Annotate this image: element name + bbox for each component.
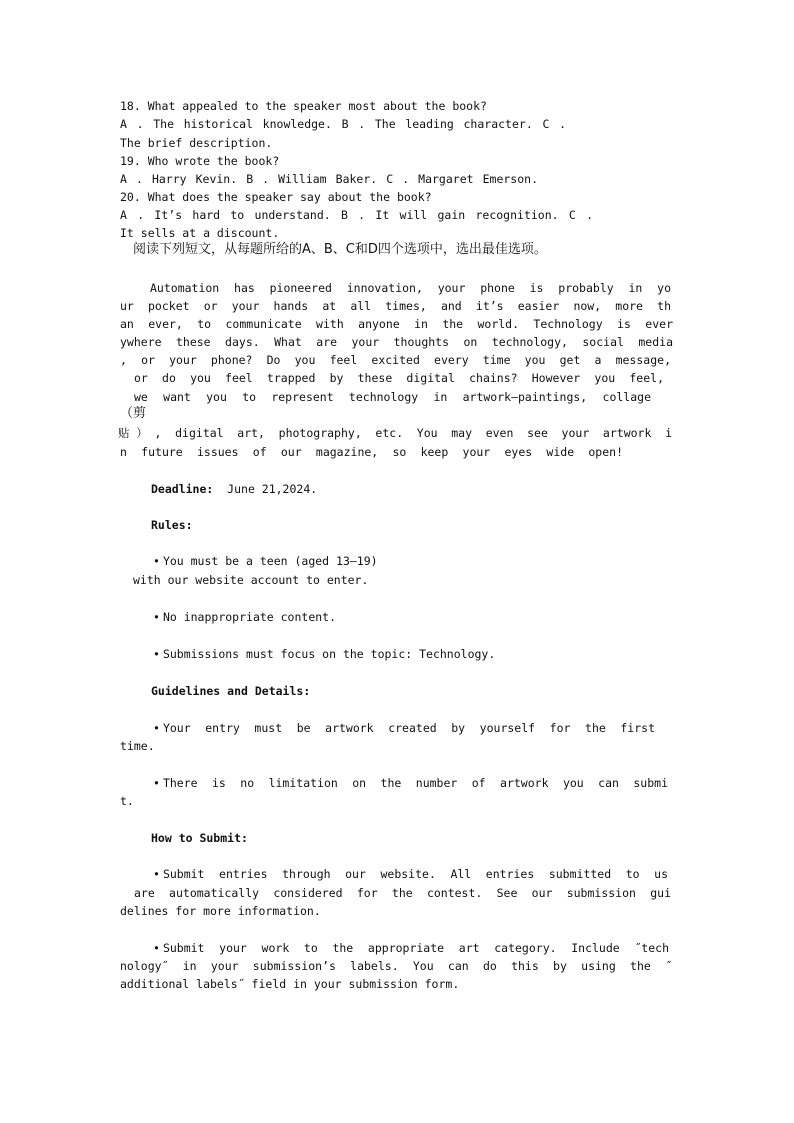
rules-item: • You must be a teen (aged 13—19) — [153, 552, 378, 570]
deadline-value: June 21,2024. — [227, 482, 318, 496]
guidelines-item-continued: time. — [120, 739, 155, 753]
q18-options-line2: The brief description. — [120, 136, 273, 150]
rules-heading: Rules: — [151, 518, 193, 532]
passage-line: Automation has pioneered innovation, your phone is probably in yo — [150, 281, 671, 295]
passage-line: , or your phone? Do you feel excited every time you get a message, — [120, 353, 671, 367]
passage-line: an ever, to communicate with anyone in the world. Technology is ever — [120, 317, 673, 331]
rules-item: • Submissions must focus on the topic: Technology. — [153, 645, 495, 663]
submit-item: • Submit your work to the appropriate art category. Include ˝tech — [153, 939, 669, 957]
passage-line: ywhere these days. What are your thoughts on technology, social media — [120, 335, 673, 349]
q20-stem: 20. What does the speaker say about the book? — [120, 190, 432, 204]
passage-line: n future issues of our magazine, so keep your eyes wide open! — [120, 445, 623, 459]
q18-stem: 18. What appealed to the speaker most about the book? — [120, 99, 487, 113]
how-to-submit-heading: How to Submit: — [151, 831, 248, 845]
guidelines-item-continued: t. — [120, 794, 134, 808]
q19-options: A . Harry Kevin. B . William Baker. C . Margaret Emerson. — [120, 172, 538, 186]
q20-options-line1: A . It’s hard to understand. B . It will gain recognition. C . — [120, 208, 593, 222]
deadline-label: Deadline: — [151, 482, 214, 496]
passage-line: ur pocket or your hands at all times, and it’s easier now, more th — [120, 299, 671, 313]
passage-line: （剪 — [120, 406, 147, 421]
guidelines-item: • Your entry must be artwork created by yourself for the first — [153, 719, 655, 737]
passage-line: 贴）, digital art, photography, etc. You may even see your artwork i — [118, 426, 672, 440]
submit-item-continued: are automatically considered for the contest. See our submission gui — [134, 886, 671, 900]
guidelines-item: • There is no limitation on the number of artwork you can submi — [153, 774, 668, 792]
passage-line: we want you to represent technology in artwork—paintings, collage — [134, 390, 651, 404]
submit-item-continued: nology˝ in your submission’s labels. You can do this by using the ˝ — [120, 959, 672, 973]
passage-line: or do you feel trapped by these digital chains? However you feel, — [134, 371, 664, 385]
reading-instruction: 阅读下列短文，从每题所给的A、B、C和D四个选项中，选出最佳选项。 — [133, 242, 547, 257]
submit-item-continued: additional labels˝ field in your submission form. — [120, 977, 460, 991]
q18-options-line1: A . The historical knowledge. B . The leading character. C . — [120, 117, 566, 131]
q19-stem: 19. Who wrote the book? — [120, 154, 280, 168]
deadline-line — [151, 480, 317, 498]
submit-item-continued: delines for more information. — [120, 904, 321, 918]
q20-options-line2: It sells at a discount. — [120, 226, 280, 240]
submit-item: • Submit entries through our website. All entries submitted to us — [153, 865, 668, 883]
rules-item-continued: with our website account to enter. — [133, 573, 369, 587]
rules-item: • No inappropriate content. — [153, 608, 336, 626]
guidelines-heading: Guidelines and Details: — [151, 684, 311, 698]
